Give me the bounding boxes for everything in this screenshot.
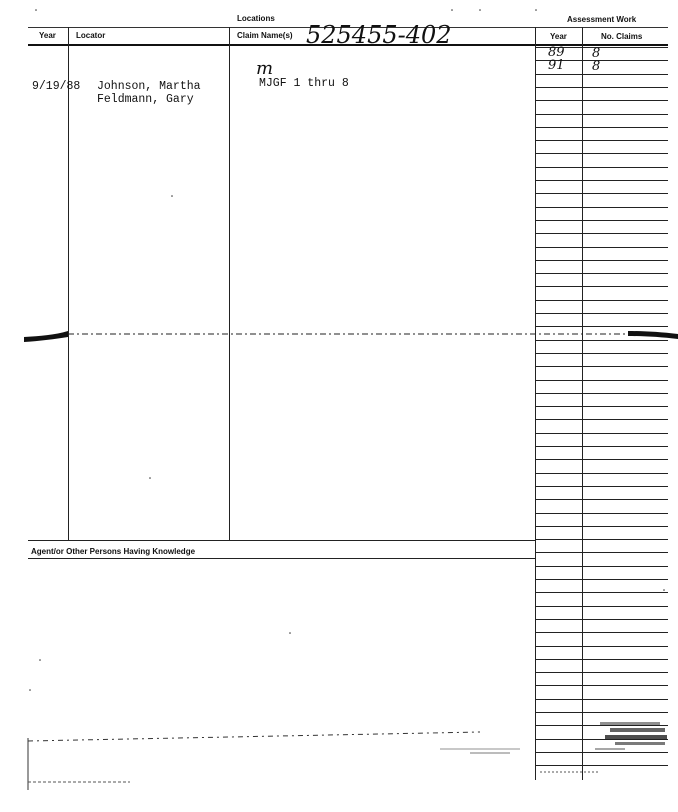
agent-label: Agent/or Other Persons Having Knowledge xyxy=(31,547,196,556)
assess-claims-1: 8 xyxy=(592,46,601,61)
col-no-claims-header: No. Claims xyxy=(601,32,643,41)
file-number-handwritten: 525455-402 xyxy=(306,21,452,49)
assess-claims-2: 8 xyxy=(592,59,601,74)
locator-name-1: Johnson, Martha xyxy=(97,80,201,93)
assess-year-2: 91 xyxy=(548,58,565,73)
section-assessment-label: Assessment Work xyxy=(567,15,637,24)
claim-handwritten-mark: m xyxy=(256,58,274,79)
col-assess-year-header: Year xyxy=(550,32,567,41)
locator-name-2: Feldmann, Gary xyxy=(97,93,194,106)
assess-year-1: 89 xyxy=(548,45,565,60)
col-year-header: Year xyxy=(39,31,56,40)
col-claim-names-header: Claim Name(s) xyxy=(237,31,293,40)
section-locations-label: Locations xyxy=(237,14,275,23)
claims-text: MJGF 1 thru 8 xyxy=(259,77,349,90)
col-locator-header: Locator xyxy=(76,31,106,40)
record-date: 9/19/88 xyxy=(32,80,81,93)
